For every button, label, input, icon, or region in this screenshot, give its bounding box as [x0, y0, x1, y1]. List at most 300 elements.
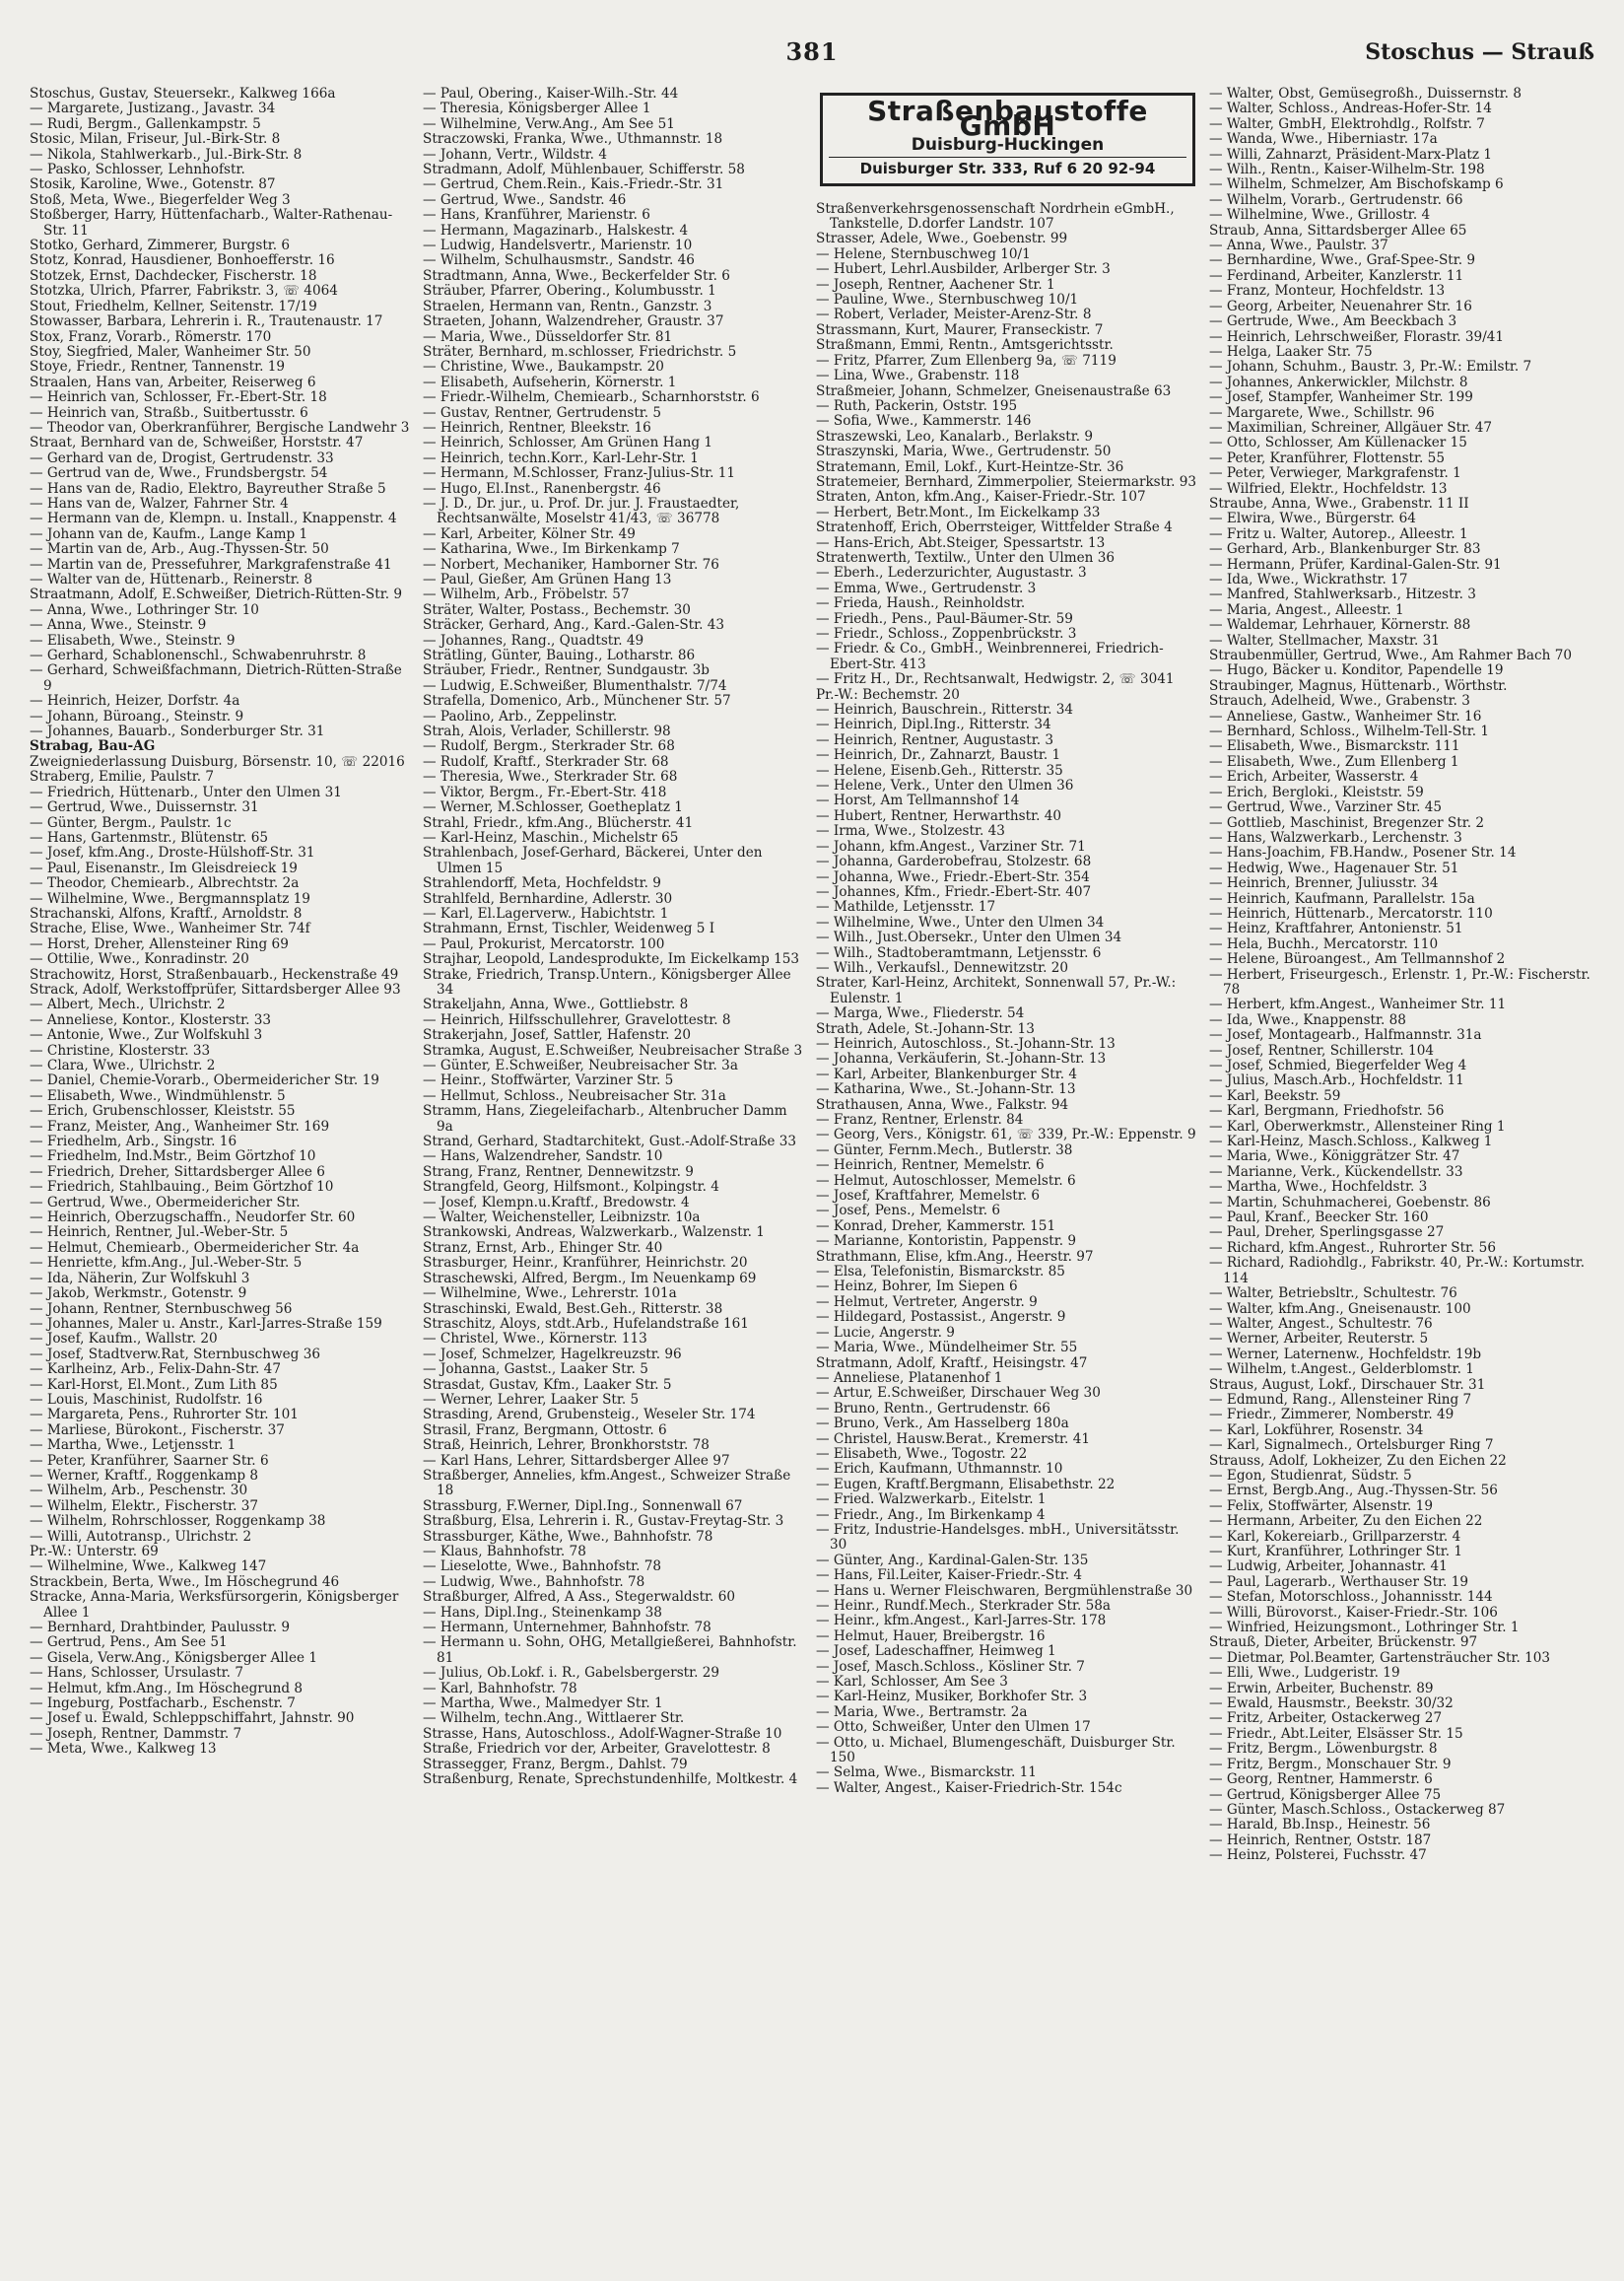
directory-entry: Straelen, Hermann van, Rentn., Ganzstr. 3 — [423, 298, 712, 314]
directory-entry: — Heinrich, Hüttenarb., Mercatorstr. 110 — [1209, 905, 1493, 922]
directory-entry: Strahlendorff, Meta, Hochfeldstr. 9 — [423, 875, 661, 892]
directory-entry: — Hans u. Werner Fleischwaren, Bergmühlenstraße 30 — [816, 1582, 1193, 1599]
directory-entry: — Günter, E.Schweißer, Neubreisacher Str. 3a — [423, 1058, 738, 1073]
directory-entry: — Günter, Ang., Kardinal-Galen-Str. 135 — [816, 1552, 1089, 1568]
directory-entry: Straßmann, Emmi, Rentn., Amtsgerichtsstr. — [816, 337, 1114, 354]
directory-entry: Strafella, Domenico, Arb., Münchener Str. 57 — [423, 693, 731, 710]
ad-city: Duisburg-Huckingen — [911, 134, 1105, 155]
directory-entry: — Anna, Wwe., Steinstr. 9 — [30, 617, 207, 634]
directory-entry: — Elisabeth, Wwe., Bismarckstr. 111 — [1209, 738, 1460, 755]
directory-entry: — Josef, Montagearb., Halfmannstr. 31a — [1209, 1027, 1482, 1044]
directory-entry: — Herbert, Betr.Mont., Im Eickelkamp 33 — [816, 504, 1101, 520]
directory-entry: — Marianne, Kontoristin, Pappenstr. 9 — [816, 1233, 1077, 1250]
directory-entry: Straczowski, Franka, Wwe., Uthmannstr. 18 — [423, 131, 723, 148]
directory-entry: — Johannes, Rang., Quadtstr. 49 — [423, 632, 644, 649]
directory-entry: — Johanna, Wwe., Friedr.-Ebert-Str. 354 — [816, 868, 1090, 885]
directory-entry: — Egon, Studienrat, Südstr. 5 — [1209, 1467, 1412, 1484]
directory-entry: — Fritz u. Walter, Autorep., Alleestr. 1 — [1209, 525, 1468, 542]
directory-entry: Straschinski, Ewald, Best.Geh., Ritterstr. 38 — [423, 1300, 723, 1317]
directory-entry: — Hela, Buchh., Mercatorstr. 110 — [1209, 935, 1439, 952]
directory-entry: — Elisabeth, Aufseherin, Körnerstr. 1 — [423, 374, 677, 390]
directory-entry: — Hildegard, Postassist., Angerstr. 9 — [816, 1309, 1066, 1326]
directory-entry: — Johannes, Kfm., Friedr.-Ebert-Str. 407 — [816, 883, 1092, 900]
directory-entry: — Hermann, Unternehmer, Bahnhofstr. 78 — [423, 1620, 711, 1636]
directory-entry: — Ernst, Bergb.Ang., Aug.-Thyssen-Str. 56 — [1209, 1483, 1498, 1499]
directory-entry: — Friedr. & Co., GmbH., Weinbrennerei, Friedrich-Ebert-Str. 413 — [816, 641, 1164, 672]
directory-entry: — Richard, kfm.Angest., Ruhrorter Str. 56 — [1209, 1239, 1496, 1256]
directory-entry: — Heinrich, Bauschrein., Ritterstr. 34 — [816, 702, 1074, 719]
directory-entry: — Karl-Horst, El.Mont., Zum Lith 85 — [30, 1376, 278, 1393]
directory-entry: — Fritz, Pfarrer, Zum Ellenberg 9a, ☏ 7119 — [816, 352, 1116, 369]
directory-entry: — Johannes, Bauarb., Sonderburger Str. 31 — [30, 724, 325, 740]
directory-entry: — Hedwig, Wwe., Hagenauer Str. 51 — [1209, 860, 1459, 876]
directory-entry: Strackbein, Berta, Wwe., Im Höschegrund 46 — [30, 1573, 340, 1590]
directory-entry: — Anna, Wwe., Paulstr. 37 — [1209, 238, 1388, 254]
directory-entry: — Paul, Kranf., Beecker Str. 160 — [1209, 1210, 1429, 1226]
directory-entry: — Friedrich, Dreher, Sittardsberger Allee 6 — [30, 1163, 325, 1180]
directory-entry: — Meta, Wwe., Kalkweg 13 — [30, 1741, 217, 1758]
directory-entry: — Hans-Joachim, FB.Handw., Posener Str. 14 — [1209, 845, 1517, 862]
directory-entry: — Karl, Kokereiarb., Grillparzerstr. 4 — [1209, 1528, 1461, 1545]
directory-entry: — Gisela, Verw.Ang., Königsberger Allee 1 — [30, 1649, 318, 1666]
directory-entry: Stowasser, Barbara, Lehrerin i. R., Trautenaustr. 17 — [30, 313, 383, 330]
directory-entry: — Werner, Laternenw., Hochfeldstr. 19b — [1209, 1346, 1482, 1362]
directory-entry: — Johanna, Gastst., Laaker Str. 5 — [423, 1361, 648, 1378]
directory-entry: — Albert, Mech., Ulrichstr. 2 — [30, 997, 226, 1013]
directory-entry: — Theresia, Wwe., Sterkrader Str. 68 — [423, 769, 678, 786]
directory-entry: — Christel, Wwe., Körnerstr. 113 — [423, 1331, 647, 1348]
directory-entry: — Elwira, Wwe., Bürgerstr. 64 — [1209, 511, 1416, 527]
directory-entry: — Hubert, Lehrl.Ausbilder, Arlberger Str. 3 — [816, 261, 1111, 278]
directory-entry: — Karl, Signalmech., Ortelsburger Ring 7 — [1209, 1437, 1494, 1454]
directory-entry: — Hans, Fil.Leiter, Kaiser-Friedr.-Str. 4 — [816, 1567, 1083, 1584]
directory-entry: — Christine, Klosterstr. 33 — [30, 1042, 211, 1059]
directory-entry: — Robert, Verlader, Meister-Arenz-Str. 8 — [816, 307, 1092, 323]
directory-entry: — Anna, Wwe., Lothringer Str. 10 — [30, 601, 259, 618]
directory-entry: Sträuber, Friedr., Rentner, Sundgaustr. 3b — [423, 662, 710, 679]
directory-entry: — Martha, Wwe., Malmedyer Str. 1 — [423, 1695, 663, 1712]
directory-entry: — Wilhelm, Vorarb., Gertrudenstr. 66 — [1209, 191, 1463, 208]
directory-entry: — Hermann, Prüfer, Kardinal-Galen-Str. 91 — [1209, 556, 1502, 573]
directory-entry: — Hans, Walzwerkarb., Lerchenstr. 3 — [1209, 829, 1462, 846]
directory-entry: — Elisabeth, Wwe., Togostr. 22 — [816, 1445, 1028, 1462]
directory-entry: — Sofia, Wwe., Kammerstr. 146 — [816, 413, 1032, 430]
directory-entry: — Christel, Hausw.Berat., Kremerstr. 41 — [816, 1430, 1091, 1447]
directory-entry: Stratemann, Emil, Lokf., Kurt-Heintze-Str. 36 — [816, 458, 1124, 475]
directory-entry: — Dietmar, Pol.Beamter, Gartensträucher Str. 103 — [1209, 1649, 1551, 1666]
directory-entry: — Heinrich, Kaufmann, Parallelstr. 15a — [1209, 890, 1475, 907]
directory-entry: — Waldemar, Lehrhauer, Körnerstr. 88 — [1209, 617, 1471, 634]
directory-entry: — Helmut, kfm.Ang., Im Höschegrund 8 — [30, 1680, 304, 1696]
directory-entry: — Maria, Wwe., Bertramstr. 2a — [816, 1703, 1028, 1720]
directory-entry: — Hermann, Magazinarb., Halskestr. 4 — [423, 222, 689, 239]
directory-entry: Straubinger, Magnus, Hüttenarb., Wörthstr. — [1209, 677, 1508, 694]
directory-entry: — Elisabeth, Wwe., Windmühlenstr. 5 — [30, 1087, 286, 1104]
directory-entry: — Friedr., Schloss., Zoppenbrückstr. 3 — [816, 626, 1077, 642]
directory-entry: — Paul, Dreher, Sperlingsgasse 27 — [1209, 1224, 1445, 1241]
directory-entry: — Jakob, Werkmstr., Gotenstr. 9 — [30, 1285, 247, 1302]
directory-entry: Straße, Friedrich vor der, Arbeiter, Gravelottestr. 8 — [423, 1741, 771, 1758]
directory-entry: Strah, Alois, Verlader, Schillerstr. 98 — [423, 724, 671, 740]
directory-entry: — Wilh., Rentn., Kaiser-Wilhelm-Str. 198 — [1209, 162, 1485, 178]
directory-entry: — Willi, Autotransp., Ulrichstr. 2 — [30, 1528, 252, 1545]
directory-entry: Strasburger, Heinr., Kranführer, Heinrichstr. 20 — [423, 1255, 748, 1272]
directory-entry: — Erich, Bergloki., Kleiststr. 59 — [1209, 784, 1424, 800]
directory-entry: — Hans-Erich, Abt.Steiger, Spessartstr. 13 — [816, 534, 1106, 551]
directory-entry: — Fritz, Bergm., Löwenburgstr. 8 — [1209, 1741, 1438, 1758]
directory-entry: — Heinrich, techn.Korr., Karl-Lehr-Str. 1 — [423, 449, 699, 466]
directory-entry: — Johannes, Maler u. Anstr., Karl-Jarres-Straße 159 — [30, 1315, 382, 1332]
directory-entry: — Josef, kfm.Ang., Droste-Hülshoff-Str. 31 — [30, 845, 315, 862]
directory-entry: — Karl, Schlosser, Am See 3 — [816, 1674, 1008, 1691]
directory-entry: — Friedr., Abt.Leiter, Elsässer Str. 15 — [1209, 1725, 1463, 1742]
directory-entry: Sträcker, Gerhard, Ang., Kard.-Galen-Str. 43 — [423, 617, 725, 634]
directory-entry: — Norbert, Mechaniker, Hamborner Str. 76 — [423, 556, 719, 573]
directory-entry: — Bruno, Rentn., Gertrudenstr. 66 — [816, 1400, 1050, 1417]
directory-entry: Strangfeld, Georg, Hilfsmont., Kolpingstr. 4 — [423, 1179, 719, 1196]
directory-entry: — Wilhelmine, Wwe., Grillostr. 4 — [1209, 207, 1431, 224]
directory-entry: — Johann, Vertr., Wildstr. 4 — [423, 146, 607, 163]
directory-entry: Stout, Friedhelm, Kellner, Seitenstr. 17/19 — [30, 298, 317, 314]
directory-entry: — Ludwig, Arbeiter, Johannastr. 41 — [1209, 1558, 1448, 1575]
directory-entry: — Gerhard, Arb., Blankenburger Str. 83 — [1209, 541, 1481, 558]
directory-entry: — Ottilie, Wwe., Konradinstr. 20 — [30, 951, 249, 968]
directory-entry: — Julius, Ob.Lokf. i. R., Gabelsbergerstr. 29 — [423, 1665, 720, 1682]
directory-entry: — Heinrich, Lehrschweißer, Florastr. 39/41 — [1209, 328, 1505, 345]
directory-entry: — Karl, Beekstr. 59 — [1209, 1087, 1341, 1104]
directory-entry: Stoßberger, Harry, Hüttenfacharb., Walter-Rathenau-Str. 11 — [30, 207, 393, 239]
directory-entry: — Fritz, Industrie-Handelsges. mbH., Universitätsstr. 30 — [816, 1521, 1180, 1554]
directory-entry: — Walter, Schloss., Andreas-Hofer-Str. 14 — [1209, 101, 1492, 117]
directory-entry: — Ida, Wwe., Knappenstr. 88 — [1209, 1011, 1406, 1028]
directory-entry: Sträuber, Pfarrer, Obering., Kolumbusstr. 1 — [423, 283, 716, 300]
directory-entry: — Johannes, Ankerwickler, Milchstr. 8 — [1209, 374, 1468, 390]
directory-entry: — Gertrud van de, Wwe., Frundsbergstr. 54 — [30, 465, 328, 482]
directory-entry: — Winfried, Heizungsmont., Lothringer Str. 1 — [1209, 1620, 1520, 1636]
directory-entry: Strater, Karl-Heinz, Architekt, Sonnenwall 57, Pr.-W.: Eulenstr. 1 — [816, 975, 1177, 1006]
directory-entry: — Wilhelm, Rohrschlosser, Roggenkamp 38 — [30, 1513, 326, 1530]
directory-entry: Stratemeier, Bernhard, Zimmerpolier, Steiermarkstr. 93 — [816, 473, 1197, 490]
directory-entry: — Walter, Betriebsltr., Schultestr. 76 — [1209, 1285, 1457, 1302]
directory-entry: — Werner, Arbeiter, Reuterstr. 5 — [1209, 1331, 1429, 1348]
directory-entry: Strasser, Adele, Wwe., Goebenstr. 99 — [816, 231, 1068, 247]
directory-entry: — Fritz, Bergm., Monschauer Str. 9 — [1209, 1756, 1452, 1772]
directory-entry: — Joseph, Rentner, Aachener Str. 1 — [816, 276, 1055, 293]
directory-entry: — Wilhelm, t.Angest., Gelderblomstr. 1 — [1209, 1361, 1474, 1378]
directory-entry: — Lina, Wwe., Grabenstr. 118 — [816, 368, 1020, 384]
directory-entry: — Heinrich, Oberzugschaffn., Neudorfer Str. 60 — [30, 1210, 356, 1226]
directory-entry: — Heinrich, Rentner, Bleekstr. 16 — [423, 419, 651, 436]
directory-entry: — Ferdinand, Arbeiter, Kanzlerstr. 11 — [1209, 267, 1464, 284]
directory-entry: — Heinrich, Rentner, Jul.-Weber-Str. 5 — [30, 1224, 289, 1241]
directory-entry: — Heinrich, Rentner, Memelstr. 6 — [816, 1157, 1045, 1174]
directory-entry: — Peter, Kranführer, Flottenstr. 55 — [1209, 449, 1445, 466]
directory-entry: — Paul, Gießer, Am Grünen Hang 13 — [423, 572, 672, 588]
directory-entry: — Helene, Sternbuschweg 10/1 — [816, 245, 1031, 262]
directory-entry: — Pauline, Wwe., Sternbuschweg 10/1 — [816, 292, 1079, 309]
directory-entry: Straßburg, Elsa, Lehrerin i. R., Gustav-Freytag-Str. 3 — [423, 1513, 784, 1530]
directory-entry: — Maria, Wwe., Düsseldorfer Str. 81 — [423, 328, 673, 345]
directory-entry: — Henriette, kfm.Ang., Jul.-Weber-Str. 5 — [30, 1255, 303, 1272]
directory-entry: Strankowski, Andreas, Walzwerkarb., Walzenstr. 1 — [423, 1224, 765, 1241]
directory-entry: — Wilhelm, Elektr., Fischerstr. 37 — [30, 1497, 259, 1514]
directory-entry: Strabag, Bau-AG — [30, 738, 156, 755]
directory-entry: Stradmann, Adolf, Mühlenbauer, Schifferstr. 58 — [423, 162, 745, 178]
directory-entry: — Theodor van, Oberkranführer, Bergische Landwehr 3 — [30, 419, 410, 436]
directory-entry: — Johann, kfm.Angest., Varziner Str. 71 — [816, 838, 1086, 855]
directory-entry: — Martha, Wwe., Letjensstr. 1 — [30, 1437, 237, 1454]
directory-entry: Stotzka, Ulrich, Pfarrer, Fabrikstr. 3, ☏ 4064 — [30, 283, 338, 300]
directory-entry: — Wilh., Stadtoberamtmann, Letjensstr. 6 — [816, 944, 1102, 961]
directory-entry: — Wilhelm, Schulhausmstr., Sandstr. 46 — [423, 252, 695, 269]
directory-entry: Strassegger, Franz, Bergm., Dahlst. 79 — [423, 1756, 688, 1772]
directory-entry: Strassmann, Kurt, Maurer, Franseckistr. 7 — [816, 321, 1104, 338]
directory-entry: — Theresia, Königsberger Allee 1 — [423, 101, 651, 117]
directory-entry: Stranz, Ernst, Arb., Ehinger Str. 40 — [423, 1239, 663, 1256]
directory-entry: — Eugen, Kraftf.Bergmann, Elisabethstr. 22 — [816, 1476, 1116, 1492]
page-number: 381 — [785, 37, 839, 66]
directory-entry: — Karl-Heinz, Musiker, Borkhofer Str. 3 — [816, 1689, 1088, 1705]
directory-entry: — Heinrich, Rentner, Augustastr. 3 — [816, 731, 1054, 748]
directory-entry: — Elisabeth, Wwe., Zum Ellenberg 1 — [1209, 753, 1459, 770]
directory-columns — [30, 87, 1596, 2265]
directory-entry: — Heinz, Polsterei, Fuchsstr. 47 — [1209, 1847, 1427, 1864]
directory-entry: Strauch, Adelheid, Wwe., Grabenstr. 3 — [1209, 693, 1470, 710]
directory-entry: — Josef, Klempn.u.Kraftf., Bredowstr. 4 — [423, 1194, 690, 1210]
directory-entry: — Johanna, Garderobefrau, Stolzestr. 68 — [816, 854, 1092, 870]
directory-entry: Strachanski, Alfons, Kraftf., Arnoldstr. 8 — [30, 905, 303, 922]
directory-entry: — Bernhardine, Wwe., Graf-Spee-Str. 9 — [1209, 252, 1476, 269]
directory-entry: Zweigniederlassung Duisburg, Börsenstr. 10, ☏ 22016 — [30, 753, 405, 770]
directory-entry: — Walter, GmbH, Elektrohdlg., Rolfstr. 7 — [1209, 115, 1485, 132]
directory-entry: — Fried. Walzwerkarb., Eitelstr. 1 — [816, 1491, 1047, 1508]
directory-entry: — Joseph, Rentner, Dammstr. 7 — [30, 1725, 242, 1742]
directory-entry: — Wilhelmine, Wwe., Bergmannsplatz 19 — [30, 890, 310, 907]
directory-entry: — Herbert, kfm.Angest., Wanheimer Str. 11 — [1209, 997, 1507, 1013]
advertisement-box — [820, 93, 1195, 186]
directory-entry: — Johann, Rentner, Sternbuschweg 56 — [30, 1300, 293, 1317]
directory-entry: — Rudolf, Bergm., Sterkrader Str. 68 — [423, 738, 675, 755]
directory-entry: — Walter, Weichensteller, Leibnizstr. 10a — [423, 1210, 701, 1226]
directory-entry: — Daniel, Chemie-Vorarb., Obermeidericher Str. 19 — [30, 1072, 379, 1089]
directory-entry: — Werner, Kraftf., Roggenkamp 8 — [30, 1467, 259, 1484]
directory-entry: — Heinrich van, Schlosser, Fr.-Ebert-Str. 18 — [30, 389, 327, 406]
directory-entry: Straßenverkehrsgenossenschaft Nordrhein eGmbH., Tankstelle, D.dorfer Landstr. 107 — [816, 200, 1175, 233]
directory-entry: — Friedr., Zimmerer, Nomberstr. 49 — [1209, 1407, 1455, 1423]
directory-entry: — Heinrich, Dr., Zahnarzt, Baustr. 1 — [816, 747, 1061, 764]
directory-entry: — Felix, Stoffwärter, Alsenstr. 19 — [1209, 1497, 1433, 1514]
directory-entry: Straschewski, Alfred, Bergm., Im Neuenkamp 69 — [423, 1270, 757, 1286]
directory-entry: — Karl-Heinz, Maschin., Michelstr 65 — [423, 829, 679, 846]
directory-entry: — Edmund, Rang., Allensteiner Ring 7 — [1209, 1391, 1472, 1408]
directory-entry: — Josef, Pens., Memelstr. 6 — [816, 1203, 1001, 1219]
directory-entry: — Konrad, Dreher, Kammerstr. 151 — [816, 1217, 1056, 1234]
directory-entry: Strakeljahn, Anna, Wwe., Gottliebstr. 8 — [423, 997, 689, 1013]
directory-entry: — Fritz H., Dr., Rechtsanwalt, Hedwigstr. 2, ☏ 3041 — [816, 671, 1175, 688]
directory-entry: Strake, Friedrich, Transp.Untern., Königsberger Allee 34 — [423, 966, 791, 998]
directory-entry: — Anneliese, Gastw., Wanheimer Str. 16 — [1209, 708, 1482, 725]
directory-entry: — Helene, Eisenb.Geh., Ritterstr. 35 — [816, 762, 1063, 779]
page-header — [30, 37, 1594, 73]
directory-entry: Stotko, Gerhard, Zimmerer, Burgstr. 6 — [30, 238, 291, 254]
directory-entry: — Gertrud, Wwe., Sandstr. 46 — [423, 191, 627, 208]
directory-entry: — Martha, Wwe., Hochfeldstr. 3 — [1209, 1179, 1428, 1196]
directory-entry: — Wilhelm, Schmelzer, Am Bischofskamp 6 — [1209, 176, 1504, 193]
directory-entry: — Otto, u. Michael, Blumengeschäft, Duisburger Str. 150 — [816, 1734, 1176, 1766]
directory-entry: — Wilhelmine, Wwe., Unter den Ulmen 34 — [816, 914, 1105, 931]
directory-entry: — Johanna, Verkäuferin, St.-Johann-Str. 13 — [816, 1051, 1107, 1068]
directory-entry: — Artur, E.Schweißer, Dirschauer Weg 30 — [816, 1385, 1101, 1402]
directory-entry: — Klaus, Bahnhofstr. 78 — [423, 1544, 586, 1559]
directory-entry: Straat, Bernhard van de, Schweißer, Horststr. 47 — [30, 435, 364, 451]
directory-entry: Strasdat, Gustav, Kfm., Laaker Str. 5 — [423, 1376, 672, 1393]
ad-company-name: Straßenbaustoffe GmbH — [867, 95, 1148, 143]
directory-entry: — Martin van de, Pressefuhrer, Markgrafenstraße 41 — [30, 556, 392, 573]
directory-entry: — Hans van de, Radio, Elektro, Bayreuther Straße 5 — [30, 480, 386, 497]
directory-entry: — Georg, Vers., Königstr. 61, ☏ 339, Pr.-W.: Eppenstr. 9 — [816, 1127, 1196, 1143]
directory-entry: — Harald, Bb.Insp., Heinestr. 56 — [1209, 1817, 1431, 1833]
directory-entry: — Wilh., Just.Obersekr., Unter den Ulmen 34 — [816, 930, 1122, 946]
directory-entry: — Irma, Wwe., Stolzestr. 43 — [816, 823, 1005, 840]
directory-entry: — Wilh., Verkaufsl., Dennewitzstr. 20 — [816, 959, 1069, 976]
directory-entry: — Wilhelmine, Wwe., Lehrerstr. 101a — [423, 1285, 677, 1302]
directory-entry: Strahmann, Ernst, Tischler, Weidenweg 5 I — [423, 921, 715, 937]
directory-entry: — Hans, Walzendreher, Sandstr. 10 — [423, 1148, 663, 1165]
directory-entry: — Helmut, Autoschlosser, Memelstr. 6 — [816, 1172, 1076, 1189]
directory-entry: — Martin van de, Arb., Aug.-Thyssen-Str. 50 — [30, 541, 329, 558]
directory-entry: — Herbert, Friseurgesch., Erlenstr. 1, Pr.-W.: Fischerstr. 78 — [1209, 966, 1590, 998]
directory-entry: Strasse, Hans, Autoschloss., Adolf-Wagner-Straße 10 — [423, 1725, 782, 1742]
directory-entry: — Erich, Grubenschlosser, Kleiststr. 55 — [30, 1103, 296, 1120]
directory-entry: — Günter, Masch.Schloss., Ostackerweg 87 — [1209, 1801, 1506, 1818]
directory-entry: Strand, Gerhard, Stadtarchitekt, Gust.-Adolf-Straße 33 — [423, 1134, 797, 1150]
directory-entry: — Werner, M.Schlosser, Goetheplatz 1 — [423, 799, 683, 816]
directory-entry: — Karl, Arbeiter, Kölner Str. 49 — [423, 525, 636, 542]
column-2 — [423, 87, 806, 2265]
directory-entry: — Josef, Rentner, Schillerstr. 104 — [1209, 1042, 1434, 1059]
directory-entry: — Heinrich, Brenner, Juliusstr. 34 — [1209, 875, 1439, 892]
directory-entry: — Elli, Wwe., Ludgeristr. 19 — [1209, 1665, 1400, 1682]
directory-entry: — Friedhelm, Ind.Mstr., Beim Görtzhof 10 — [30, 1148, 316, 1165]
directory-entry: — Lucie, Angerstr. 9 — [816, 1324, 955, 1341]
directory-entry: — Franz, Monteur, Hochfeldstr. 13 — [1209, 283, 1446, 300]
directory-entry: Straberg, Emilie, Paulstr. 7 — [30, 769, 214, 786]
directory-entry: — Bernhard, Drahtbinder, Paulusstr. 9 — [30, 1620, 291, 1636]
directory-entry: — Friedrich, Hüttenarb., Unter den Ulmen 31 — [30, 784, 342, 800]
directory-entry: Strang, Franz, Rentner, Dennewitzstr. 9 — [423, 1163, 694, 1180]
directory-entry: Strahlfeld, Bernhardine, Adlerstr. 30 — [423, 890, 673, 907]
directory-entry: — Helmut, Vertreter, Angerstr. 9 — [816, 1293, 1038, 1310]
directory-entry: — Erich, Arbeiter, Wasserstr. 4 — [1209, 769, 1419, 786]
directory-entry: — Josef, Kraftfahrer, Memelstr. 6 — [816, 1188, 1041, 1205]
directory-entry: — Gerhard van de, Drogist, Gertrudenstr. 33 — [30, 449, 334, 466]
directory-entry: — Rudolf, Kraftf., Sterkrader Str. 68 — [423, 753, 669, 770]
directory-entry: — Hubert, Rentner, Herwarthstr. 40 — [816, 807, 1062, 824]
directory-entry: — Walter, Angest., Schultestr. 76 — [1209, 1315, 1433, 1332]
directory-entry: Straube, Anna, Wwe., Grabenstr. 11 II — [1209, 495, 1469, 512]
directory-entry: Straten, Anton, kfm.Ang., Kaiser-Friedr.-Str. 107 — [816, 489, 1146, 506]
directory-entry: — Wilfried, Elektr., Hochfeldstr. 13 — [1209, 480, 1448, 497]
directory-entry: — Heinrich, Heizer, Dorfstr. 4a — [30, 693, 240, 710]
directory-entry: — Wilhelmine, Wwe., Kalkweg 147 — [30, 1558, 267, 1575]
directory-entry: — Pasko, Schlosser, Lehnhofstr. — [30, 162, 245, 178]
directory-entry: Sträter, Walter, Postass., Bechemstr. 30 — [423, 601, 691, 618]
directory-entry: — Hans van de, Walzer, Fahrner Str. 4 — [30, 495, 289, 512]
directory-entry: — Werner, Lehrer, Laaker Str. 5 — [423, 1391, 640, 1408]
directory-entry: — Josef u. Ewald, Schleppschiffahrt, Jahnstr. 90 — [30, 1710, 355, 1727]
directory-entry: — Hermann u. Sohn, OHG, Metallgießerei, Bahnhofstr. 81 — [423, 1634, 797, 1666]
directory-entry: — Willi, Bürovorst., Kaiser-Friedr.-Str. 106 — [1209, 1604, 1498, 1621]
directory-entry: — Ida, Wwe., Wickrathstr. 17 — [1209, 572, 1408, 588]
directory-entry: — Ludwig, E.Schweißer, Blumenthalstr. 7/74 — [423, 677, 727, 694]
directory-entry: — Karlheinz, Arb., Felix-Dahn-Str. 47 — [30, 1361, 281, 1378]
directory-entry: — Wilhelmine, Verw.Ang., Am See 51 — [423, 115, 675, 132]
directory-entry: — Peter, Verwieger, Markgrafenstr. 1 — [1209, 465, 1461, 482]
directory-entry: — Maria, Wwe., Mündelheimer Str. 55 — [816, 1340, 1078, 1356]
directory-entry: — Ludwig, Handelsvertr., Marienstr. 10 — [423, 238, 693, 254]
directory-entry: — Lieselotte, Wwe., Bahnhofstr. 78 — [423, 1558, 662, 1575]
directory-entry: Straatmann, Adolf, E.Schweißer, Dietrich-Rütten-Str. 9 — [30, 587, 402, 603]
directory-entry: — Johann van de, Kaufm., Lange Kamp 1 — [30, 525, 308, 542]
directory-entry: — Heinr., Rundf.Mech., Sterkrader Str. 58a — [816, 1598, 1112, 1614]
directory-entry: — Hugo, Bäcker u. Konditor, Papendelle 19 — [1209, 662, 1504, 679]
directory-entry: — Hermann, M.Schlosser, Franz-Julius-Str. 11 — [423, 465, 736, 482]
directory-entry: — Hugo, El.Inst., Ranenbergstr. 46 — [423, 480, 661, 497]
directory-entry: Straßburger, Alfred, A Ass., Stegerwaldstr. 60 — [423, 1589, 735, 1606]
directory-entry: — Heinz, Kraftfahrer, Antonienstr. 51 — [1209, 921, 1463, 937]
directory-entry: — Helene, Büroangest., Am Tellmannshof 2 — [1209, 951, 1506, 968]
directory-entry: Stox, Franz, Vorarb., Römerstr. 170 — [30, 328, 272, 345]
directory-entry: — Josef, Ladeschaffner, Heimweg 1 — [816, 1643, 1056, 1660]
directory-entry: Stoschus, Gustav, Steuersekr., Kalkweg 166a — [30, 87, 336, 102]
directory-entry: — Mathilde, Letjensstr. 17 — [816, 899, 996, 916]
directory-entry: Stoye, Friedr., Rentner, Tannenstr. 19 — [30, 359, 286, 376]
directory-entry: — Ruth, Packerin, Oststr. 195 — [816, 397, 1018, 414]
directory-entry: — Hans, Gartenmstr., Blütenstr. 65 — [30, 829, 269, 846]
directory-entry: — Gertrud, Wwe., Obermeidericher Str. — [30, 1194, 301, 1210]
directory-entry: — Walter, Stellmacher, Maxstr. 31 — [1209, 632, 1440, 649]
directory-entry: — Walter van de, Hüttenarb., Reinerstr. 8 — [30, 572, 312, 588]
directory-entry: Straszewski, Leo, Kanalarb., Berlakstr. 9 — [816, 428, 1093, 445]
directory-entry: — Helmut, Hauer, Breibergstr. 16 — [816, 1627, 1046, 1644]
directory-entry: — Peter, Kranführer, Saarner Str. 6 — [30, 1452, 269, 1469]
directory-entry: Strauss, Adolf, Lokheizer, Zu den Eichen 22 — [1209, 1452, 1507, 1469]
directory-entry: — Johann, Büroang., Steinstr. 9 — [30, 708, 244, 725]
directory-entry: — Hermann van de, Klempn. u. Install., Knappenstr. 4 — [30, 511, 397, 527]
directory-entry: — Viktor, Bergm., Fr.-Ebert-Str. 418 — [423, 784, 667, 800]
directory-entry: — Karl, Bergmann, Friedhofstr. 56 — [1209, 1103, 1445, 1120]
directory-entry: — Josef, Schmied, Biegerfelder Weg 4 — [1209, 1058, 1467, 1073]
directory-entry: Stosik, Karoline, Wwe., Gotenstr. 87 — [30, 176, 276, 193]
directory-entry: — Hans, Schlosser, Ursulastr. 7 — [30, 1665, 243, 1682]
directory-entry: — Katharina, Wwe., Im Birkenkamp 7 — [423, 541, 680, 558]
directory-entry: — Karl-Heinz, Masch.Schloss., Kalkweg 1 — [1209, 1134, 1493, 1150]
directory-entry: — Heinrich, Hilfsschullehrer, Gravelottestr. 8 — [423, 1011, 731, 1028]
directory-entry: — Wanda, Wwe., Hiberniastr. 17a — [1209, 131, 1438, 148]
directory-entry: — Karl, Lokführer, Rosenstr. 34 — [1209, 1421, 1424, 1438]
directory-entry: Strassburg, F.Werner, Dipl.Ing., Sonnenwall 67 — [423, 1497, 743, 1514]
directory-entry: Straszynski, Maria, Wwe., Gertrudenstr. 50 — [816, 444, 1112, 460]
directory-entry: — Selma, Wwe., Bismarckstr. 11 — [816, 1764, 1037, 1781]
directory-entry: — Heinrich, Schlosser, Am Grünen Hang 1 — [423, 435, 713, 451]
directory-entry: — Julius, Masch.Arb., Hochfeldstr. 11 — [1209, 1072, 1464, 1089]
directory-entry: — Stefan, Motorschloss., Johannisstr. 144 — [1209, 1589, 1493, 1606]
directory-entry: — Marianne, Verk., Kückendellstr. 33 — [1209, 1163, 1463, 1180]
directory-entry: Strasding, Arend, Grubensteig., Weseler Str. 174 — [423, 1407, 756, 1423]
directory-entry: — Karl, Bahnhofstr. 78 — [423, 1680, 577, 1696]
directory-entry: — Bruno, Verk., Am Hasselberg 180a — [816, 1416, 1069, 1432]
directory-entry: — Paul, Eisenanstr., Im Gleisdreieck 19 — [30, 860, 298, 876]
